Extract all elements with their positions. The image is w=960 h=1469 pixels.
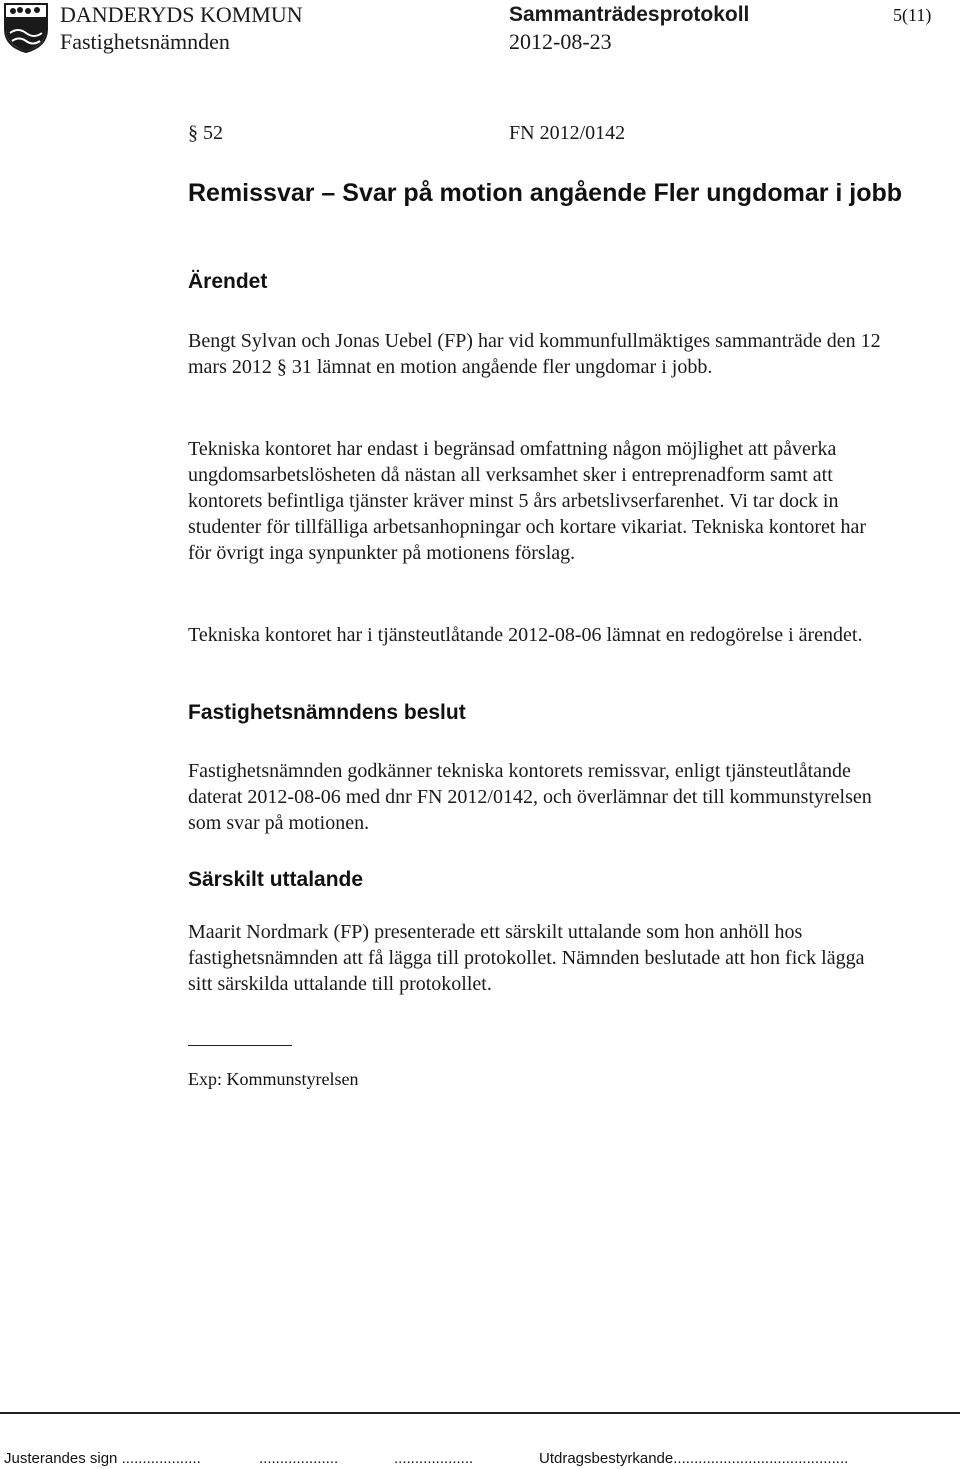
municipality-name: DANDERYDS KOMMUN xyxy=(60,2,303,27)
justerandes-sign: Justerandes sign ................... xyxy=(4,1450,201,1467)
beslut-paragraph: Fastighetsnämnden godkänner tekniska kontorets remissvar, enligt tjänsteutlåtande daterat 2012-08-06 med dnr FN 2012/0142, och överlämnar det till kommunstyrelsen som svar på motionen. xyxy=(188,760,872,834)
distribution-separator xyxy=(188,1045,292,1046)
danderyd-coat-of-arms-icon xyxy=(4,3,48,53)
utdragsbestyrkande: Utdragsbestyrkande.......................................... xyxy=(539,1450,849,1467)
distribution-exp: Exp: Kommunstyrelsen xyxy=(188,1069,359,1089)
page-number: 5(11) xyxy=(893,5,932,25)
section-number xyxy=(188,120,223,146)
arendet-paragraph-1: Bengt Sylvan och Jonas Uebel (FP) har vid kommunfullmäktiges sammanträde den 12 mars 2012 § 31 lämnat en motion angående fler ungdomar i jobb. xyxy=(188,330,881,378)
meeting-date: 2012-08-23 xyxy=(509,29,612,54)
committee-name: Fastighetsnämnden xyxy=(60,29,230,54)
uttalande-heading: Särskilt uttalande xyxy=(188,868,364,891)
arendet-paragraph-3: Tekniska kontoret har i tjänsteutlåtande 2012-08-06 lämnat en redogörelse i ärendet. xyxy=(188,624,863,646)
sign-field-3: ................... xyxy=(394,1450,474,1467)
arendet-heading: Ärendet xyxy=(188,270,268,293)
case-title: Remissvar – Svar på motion angående Fler ungdomar i jobb xyxy=(188,179,903,207)
footer-rule xyxy=(0,1412,960,1414)
case-reference: FN 2012/0142 xyxy=(509,122,626,144)
beslut-heading: Fastighetsnämndens beslut xyxy=(188,701,466,724)
uttalande-paragraph: Maarit Nordmark (FP) presenterade ett särskilt uttalande som hon anhöll hos fastighetsnämnden att få lägga till protokollet. Nämnden beslutade att hon fick lägga sitt särskilda uttalande till protokollet. xyxy=(188,921,865,995)
arendet-paragraph-2: Tekniska kontoret har endast i begränsad omfattning någon möjlighet att påverka ungdomsarbetslösheten då nästan all verksamhet sker i entreprenadform samt att kontorets befintliga tjänster kräver minst 5 års arbetslivserfarenhet. Vi tar dock in studenter för tillfälliga arbetsanhopningar och kortare vikariat. Tekniska kontoret har för övrigt inga synpunkter på motionens förslag. xyxy=(188,438,866,564)
sign-field-2: ................... xyxy=(259,1450,339,1467)
document-type: Sammanträdesprotokoll xyxy=(509,3,750,26)
section-symbol: § xyxy=(188,122,198,144)
section-value: 52 xyxy=(203,122,223,144)
